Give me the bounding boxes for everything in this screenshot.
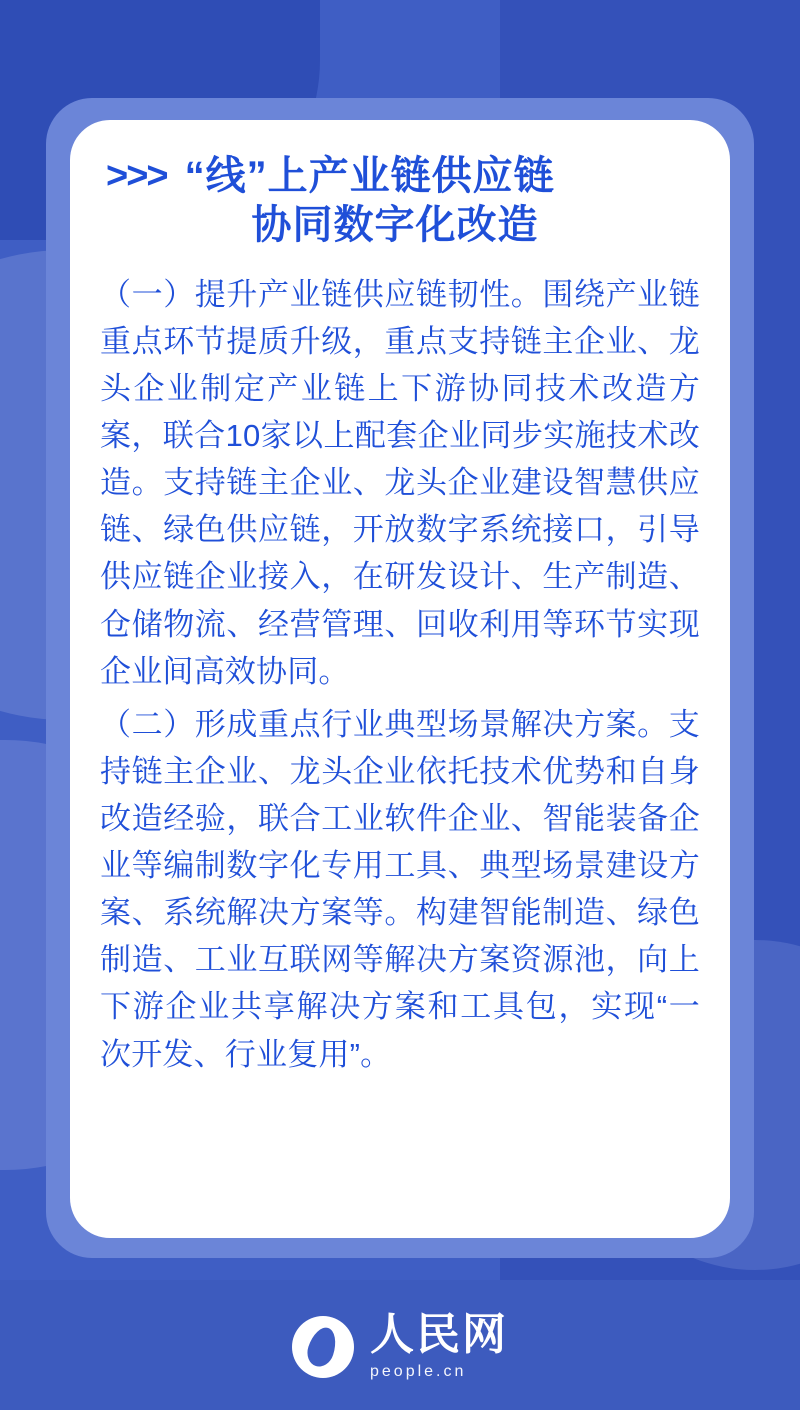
chevron-right-triple-icon: >>> — [106, 155, 167, 198]
logo-chinese-name: 人民网 — [370, 1310, 508, 1359]
paragraph-1: （一）提升产业链供应链韧性。围绕产业链重点环节提质升级，重点支持链主企业、龙头企业制定产业链上下游协同技术改造方案，联合10家以上配套企业同步实施技术改造。支持链主企业、龙头企业建设智慧供应链、绿色供应链，开放数字系统接口，引导供应链企业接入，在研发设计、生产制造、仓储物流、经营管理、回收利用等环节实现企业间高效协同。 — [100, 276, 700, 689]
logo-text — [370, 1310, 508, 1380]
site-logo — [0, 1310, 800, 1380]
title-line-1: “线”上产业链供应链 — [184, 154, 555, 198]
people-cn-logo-icon — [292, 1316, 354, 1378]
logo-domain: people.cn — [370, 1363, 467, 1380]
content-card — [70, 120, 730, 1238]
title-line-2: 协同数字化改造 — [251, 202, 539, 247]
body-text — [100, 271, 700, 1078]
paragraph-2: （二）形成重点行业典型场景解决方案。支持链主企业、龙头企业依托技术优势和自身改造经验，联合工业软件企业、智能装备企业等编制数字化专用工具、典型场景建设方案、系统解决方案等。构建智能制造、绿色制造、工业互联网等解决方案资源池，向上下游企业共享解决方案和工具包，实现“一次开发、行业复用”。 — [100, 706, 700, 1072]
title-row — [100, 154, 700, 199]
page-title — [100, 154, 700, 251]
